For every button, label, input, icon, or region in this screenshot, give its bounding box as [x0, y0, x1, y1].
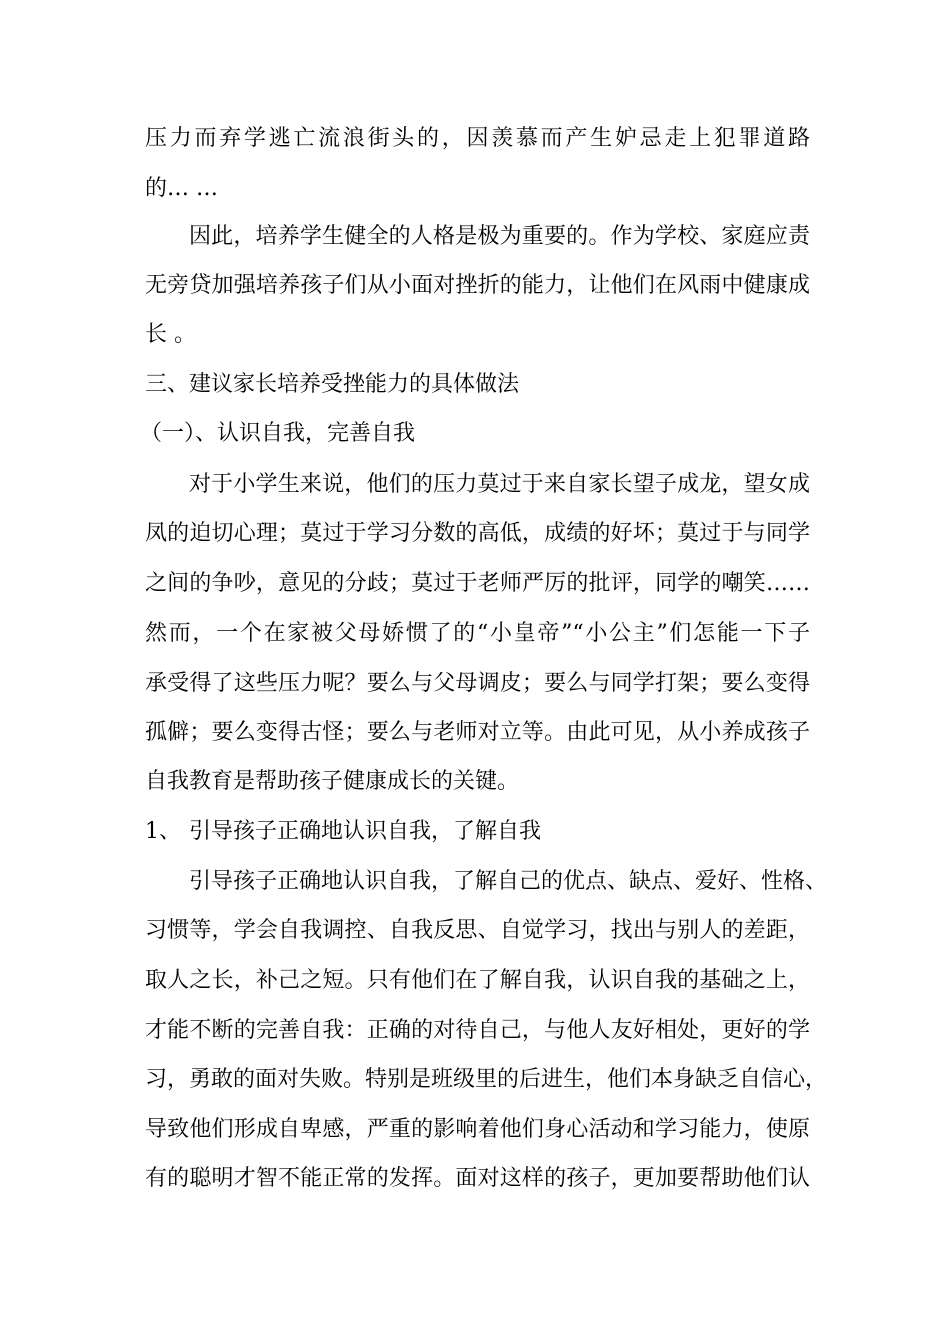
subsection-heading: （一）、认识自我，完善自我: [140, 421, 416, 446]
paragraph-line: 才能不断的完善自我：正确的对待自己，与他人友好相处，更好的学: [145, 1018, 810, 1043]
paragraph-line: 引导孩子正确地认识自我，了解自己的优点、缺点、爱好、性格、: [189, 869, 828, 894]
paragraph-line: 有的聪明才智不能正常的发挥。面对这样的孩子，更加要帮助他们认: [145, 1166, 810, 1191]
paragraph-line: 无旁贷加强培养孩子们从小面对挫折的能力，让他们在风雨中健康成: [145, 273, 810, 298]
paragraph-line: 孤僻；要么变得古怪；要么与老师对立等。由此可见，从小养成孩子: [145, 720, 810, 745]
paragraph-line: 压力而弃学逃亡流浪街头的，因羡慕而产生妒忌走上犯罪道路: [145, 126, 810, 151]
section-heading: 三、建议家长培养受挫能力的具体做法: [145, 372, 520, 397]
paragraph-line: 凤的迫切心理；莫过于学习分数的高低，成绩的好坏；莫过于与同学: [145, 521, 810, 546]
paragraph-line: 对于小学生来说，他们的压力莫过于来自家长望子成龙，望女成: [189, 472, 810, 497]
paragraph-line: 习，勇敢的面对失败。特别是班级里的后进生，他们本身缺乏自信心，: [145, 1067, 828, 1092]
paragraph-line: 之间的争吵，意见的分歧；莫过于老师严厉的批评，同学的嘲笑……: [145, 571, 810, 596]
paragraph-line: 然而，一个在家被父母娇惯了的“小皇帝”“小公主”们怎能一下子: [145, 621, 810, 646]
paragraph-line: 取人之长，补己之短。只有他们在了解自我，认识自我的基础之上，: [145, 968, 810, 993]
paragraph-line: 长 。: [145, 322, 196, 347]
paragraph-line: 自我教育是帮助孩子健康成长的关键。: [145, 769, 520, 794]
paragraph-line: 习惯等，学会自我调控、自我反思、自觉学习，找出与别人的差距，: [145, 918, 810, 943]
paragraph-line: 因此，培养学生健全的人格是极为重要的。作为学校、家庭应责: [189, 224, 810, 249]
list-item-heading: 引导孩子正确地认识自我，了解自我: [189, 819, 542, 844]
paragraph-line: 的… …: [145, 176, 218, 201]
paragraph-line: 导致他们形成自卑感，严重的影响着他们身心活动和学习能力，使原: [145, 1117, 810, 1142]
list-marker: 1、: [145, 819, 181, 844]
paragraph-line: 承受得了这些压力呢？要么与父母调皮；要么与同学打架；要么变得: [145, 671, 810, 696]
